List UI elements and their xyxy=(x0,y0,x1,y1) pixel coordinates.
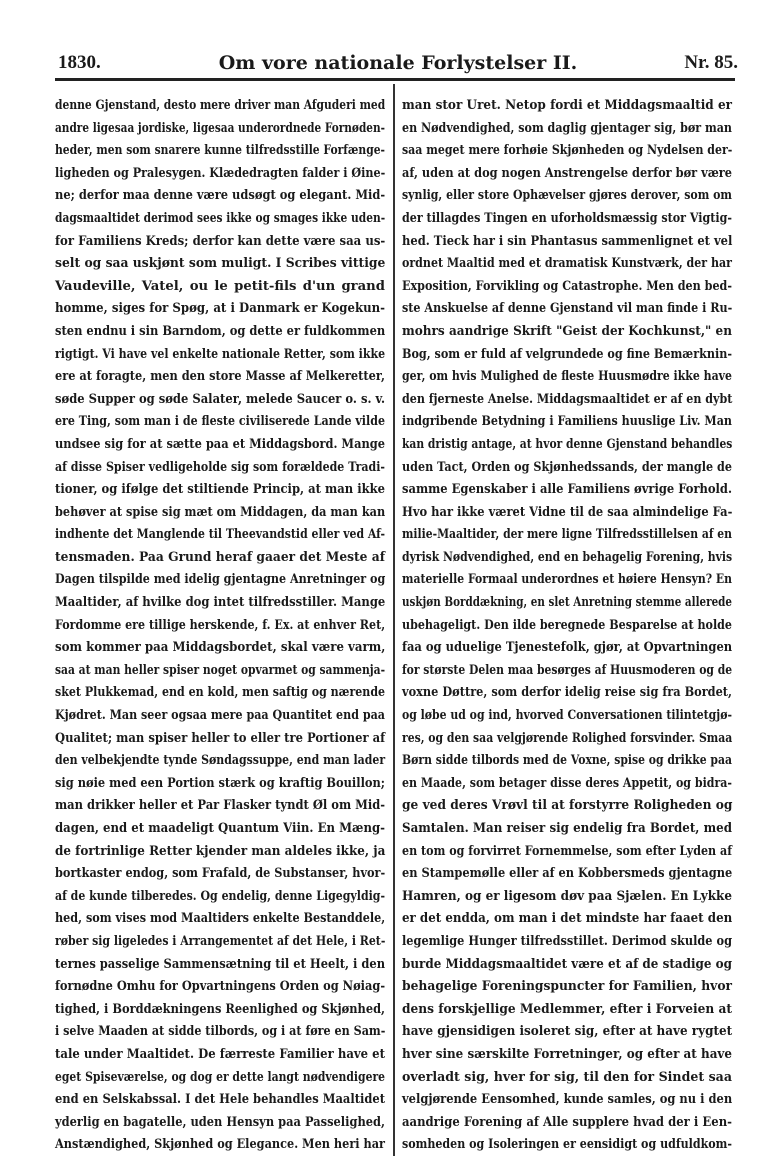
text-line: burde Middagsmaaltidet være et af de stadige og xyxy=(402,956,732,972)
text-line: Exposition, Forvikling og Catastrophe. Men den bed- xyxy=(402,278,732,294)
text-line: ligheden og Pralesygen. Klædedragten falder i Øine- xyxy=(55,165,386,181)
text-line: ere Ting, som man i de fleste civiliserede Lande vilde xyxy=(55,414,385,430)
text-line: tioner, og ifølge det stiltiende Princip, at man ikke xyxy=(55,482,385,498)
text-line: undsee sig for at sætte paa et Middagsbord. Mange xyxy=(55,436,386,452)
text-line: dens forskjellige Medlemmer, efter i Forveien at xyxy=(402,1001,733,1017)
text-line: for Familiens Kreds; derfor kan dette være saa us- xyxy=(55,233,386,249)
text-line: den velbekjendte tynde Søndagssuppe, end man lader xyxy=(55,753,386,769)
text-line: velgjørende Eensomhed, kunde samles, og nu i den xyxy=(402,1092,733,1108)
text-line: Dagen tilspilde med idelig gjentagne Anretninger og xyxy=(55,572,386,588)
text-line: Vaudeville, Vatel, ou le petit-fils d'un grand xyxy=(55,278,385,294)
left-column xyxy=(55,95,385,1157)
text-line: som kommer paa Middagsbordet, skal være varm, xyxy=(55,640,386,656)
text-line: en Maade, som betager disse deres Appetit, og bidra- xyxy=(402,775,732,791)
text-line: res, og den saa velgjørende Rolighed forsvinder. Smaa xyxy=(402,730,733,746)
text-line: dagen, end et maadeligt Quantum Viin. En Mæng- xyxy=(55,821,385,836)
text-line: Bog, som er fuld af velgrundede og fine Bemærknin- xyxy=(402,346,733,362)
text-line: ere at foragte, men den store Masse af Melkeretter, xyxy=(55,369,385,385)
text-line: milie-Maaltider, der mere ligne Tilfredsstillelsen af en xyxy=(402,527,732,543)
text-line: Kjødret. Man seer ogsaa mere paa Quantitet end paa xyxy=(55,708,385,724)
issue-number: Nr. 85. xyxy=(684,52,738,73)
text-line: Hvo har ikke været Vidne til de saa almindelige Fa- xyxy=(402,504,733,520)
text-line: indgribende Betydning i Familiens huuslige Liv. Man xyxy=(402,414,732,430)
header-rule xyxy=(55,78,735,81)
text-line: Maaltider, af hvilke dog intet tilfredsstiller. Mange xyxy=(55,595,386,611)
text-line: overladt sig, hver for sig, til den for Sindet saa xyxy=(402,1069,732,1085)
text-line: andre ligesaa jordiske, ligesaa underordnede Fornøden- xyxy=(55,120,385,136)
text-line: ubehageligt. Den ilde beregnede Besparelse at holde xyxy=(402,617,732,633)
text-line: ge ved deres Vrøvl til at forstyrre Roligheden og xyxy=(402,798,733,814)
text-line: selt og saa uskjønt som muligt. I Scribes vittige xyxy=(55,256,386,272)
right-column xyxy=(402,95,732,1157)
text-line: i selve Maaden at sidde tilbords, og i at føre en Sam- xyxy=(55,1024,386,1040)
text-line: voxne Døttre, som derfor idelig reise sig fra Bordet, xyxy=(402,685,732,701)
text-line: aandrige Forening af Alle supplere hvad der i Een- xyxy=(402,1114,732,1130)
text-line: ger, om hvis Mulighed de fleste Huusmødre ikke have xyxy=(402,369,732,385)
page-header xyxy=(58,52,738,80)
text-line: somheden og Isoleringen er eensidigt og udfuldkom- xyxy=(402,1137,732,1153)
text-line: en Nødvendighed, som daglig gjentager sig, bør man xyxy=(402,120,732,136)
text-line: den fjerneste Anelse. Middagsmaaltidet er af en dybt xyxy=(402,391,733,407)
text-line: yderlig en bagatelle, uden Hensyn paa Passelighed, xyxy=(55,1114,385,1130)
text-line: mohrs aandrige Skrift "Geist der Kochkunst," en xyxy=(402,323,732,339)
text-line: der tillagdes Tingen en uforholdsmæssig stor Vigtig- xyxy=(402,210,732,226)
column-divider xyxy=(393,84,395,1156)
text-line: de fortrinlige Retter kjender man aldeles ikke, ja xyxy=(55,843,386,859)
text-line: samme Egenskaber i alle Familiens øvrige Forhold. xyxy=(402,482,732,498)
article-title: Om vore nationale Forlystelser II. xyxy=(218,52,578,74)
text-line: sten endnu i sin Barndom, og dette er fuldkommen xyxy=(55,323,386,339)
text-line: synlig, eller store Ophævelser gjøres derover, som om xyxy=(402,188,732,204)
text-line: materielle Formaal underordnes et høiere Hensyn? En xyxy=(402,572,732,588)
text-line: Anstændighed, Skjønhed og Elegance. Men heri har xyxy=(55,1137,386,1153)
text-line: ternes passelige Sammensætning til et Heelt, i den xyxy=(55,956,386,972)
text-line: for største Delen maa besørges af Huusmoderen og de xyxy=(402,662,733,678)
text-line: fornødne Omhu for Opvartningens Orden og Nøiag- xyxy=(55,979,386,995)
text-line: tale under Maaltidet. De færreste Familier have et xyxy=(55,1046,385,1062)
text-line: en Stampemølle eller af en Kobbersmeds gjentagne xyxy=(402,866,733,882)
text-line: røber sig ligeledes i Arrangementet af det Hele, i Ret- xyxy=(55,933,386,949)
text-line: Samtalen. Man reiser sig endelig fra Bordet, med xyxy=(402,821,732,836)
text-line: tensmaden. Paa Grund heraf gaaer det Meste af xyxy=(55,549,385,565)
text-line: faa og uduelige Tjenestefolk, gjør, at Opvartningen xyxy=(402,640,733,656)
text-line: hed. Tieck har i sin Phantasus sammenlignet et vel xyxy=(402,233,733,249)
text-line: søde Supper og søde Salater, melede Saucer o. s. v. xyxy=(55,391,386,407)
text-line: Hamren, og er ligesom døv paa Sjælen. En Lykke xyxy=(402,888,732,904)
text-line: hver sine særskilte Forretninger, og efter at have xyxy=(402,1046,732,1062)
text-line: Børn sidde tilbords med de Voxne, spise og drikke paa xyxy=(402,753,732,769)
text-line: saa at man heller spiser noget opvarmet og sammenja- xyxy=(55,662,386,678)
text-line: bortkaster endog, som Frafald, de Substanser, hvor- xyxy=(55,866,386,882)
text-line: dagsmaaltidet derimod sees ikke og smages ikke uden- xyxy=(55,210,386,226)
text-line: Fordomme ere tillige herskende, f. Ex. at enhver Ret, xyxy=(55,617,386,633)
text-line: kan dristig antage, at hvor denne Gjenstand behandles xyxy=(402,436,733,452)
text-line: hed, som vises mod Maaltiders enkelte Bestanddele, xyxy=(55,911,386,927)
text-line: ordnet Maaltid med et dramatisk Kunstværk, der har xyxy=(402,256,732,272)
text-line: legemlige Hunger tilfredsstillet. Derimod skulde og xyxy=(402,933,732,949)
text-line: af de kunde tilberedes. Og endelig, denne Ligegyldig- xyxy=(55,888,385,904)
text-line: heder, men som snarere kunne tilfredsstille Forfænge- xyxy=(55,143,385,159)
text-line: ne; derfor maa denne være udsøgt og elegant. Mid- xyxy=(55,188,386,204)
text-line: eget Spiseværelse, og dog er dette langt nødvendigere xyxy=(55,1069,385,1085)
text-line: rigtigt. Vi have vel enkelte nationale Retter, som ikke xyxy=(55,346,386,362)
text-line: uskjøn Borddækning, en slet Anretning stemme allerede xyxy=(402,595,732,611)
text-line: saa meget mere forhøie Skjønheden og Nydelsen der- xyxy=(402,143,733,159)
text-line: sket Plukkemad, end en kold, men saftig og nærende xyxy=(55,685,386,701)
text-line: indhente det Manglende til Theevandstid eller ved Af- xyxy=(55,527,386,543)
text-line: sig nøie med een Portion stærk og kraftig Bouillon; xyxy=(55,775,385,791)
text-line: denne Gjenstand, desto mere driver man Afguderi med xyxy=(55,98,386,113)
text-line: uden Tact, Orden og Skjønhedssands, der mangle de xyxy=(402,459,732,475)
text-line: af, uden at dog nogen Anstrengelse derfor bør være xyxy=(402,165,732,181)
text-line: og løbe ud og ind, hvorved Conversationen tilintetgjø- xyxy=(402,708,732,724)
text-line: Qualitet; man spiser heller to eller tre Portioner af xyxy=(55,730,386,746)
text-line: behagelige Foreningspuncter for Familien, hvor xyxy=(402,979,732,995)
text-line: tighed, i Borddækningens Reenlighed og Skjønhed, xyxy=(55,1001,385,1017)
text-line: dyrisk Nødvendighed, end en behagelig Forening, hvis xyxy=(402,549,733,565)
year: 1830. xyxy=(58,52,101,73)
text-line: behøver at spise sig mæt om Middagen, da man kan xyxy=(55,504,386,520)
text-line: er det endda, om man i det mindste har faaet den xyxy=(402,911,733,927)
text-line: homme, siges for Spøg, at i Danmark er Kogekun- xyxy=(55,301,385,317)
text-line: man drikker heller et Par Flasker tyndt Øl om Mid- xyxy=(55,798,386,814)
text-line: af disse Spiser vedligeholde sig som forældede Tradi- xyxy=(55,459,385,475)
text-line: end en Selskabssal. I det Hele behandles Maaltidet xyxy=(55,1092,385,1108)
text-line: ste Anskuelse af denne Gjenstand vil man finde i Ru- xyxy=(402,301,733,317)
text-line: have gjensidigen isoleret sig, efter at have rygtet xyxy=(402,1024,733,1040)
text-line: man stor Uret. Netop fordi et Middagsmaaltid er xyxy=(402,98,732,113)
text-line: en tom og forvirret Fornemmelse, som efter Lyden af xyxy=(402,843,732,859)
